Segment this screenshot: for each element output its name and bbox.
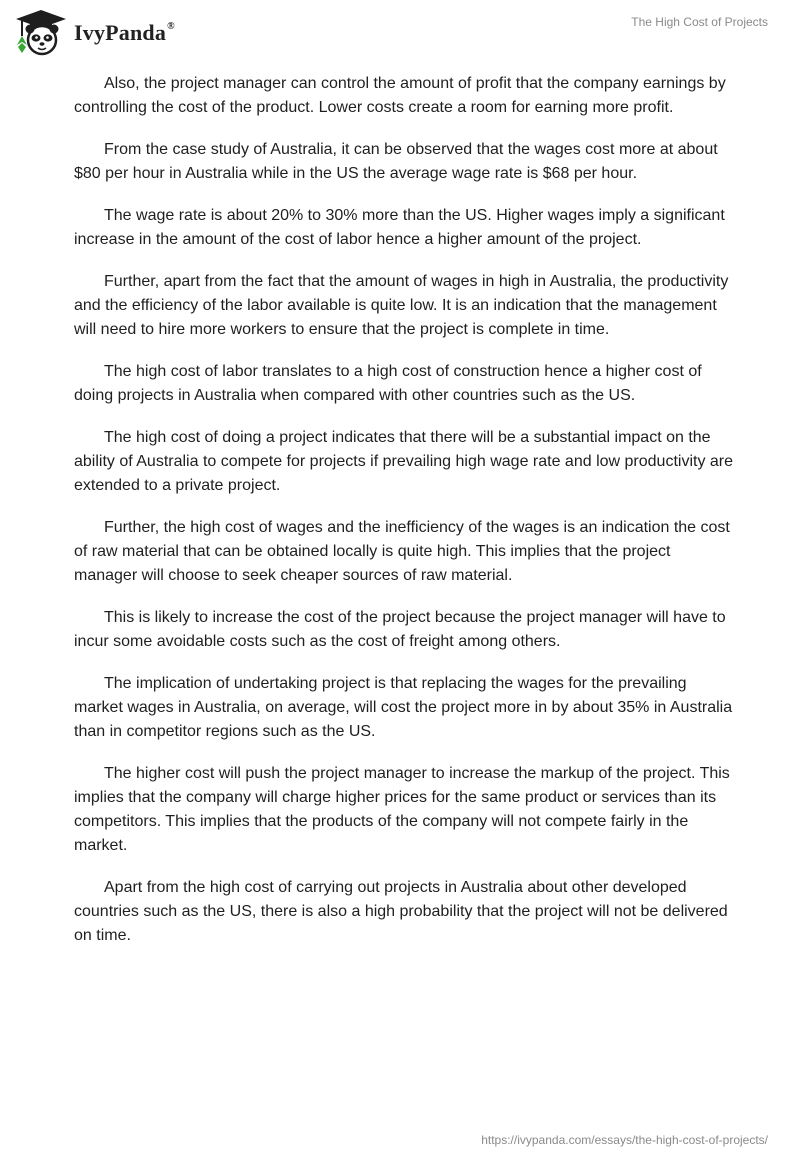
paragraph: The higher cost will push the project manager to increase the markup of the project. This implies that the company will charge higher prices for the same product or services than its competitors. This implies that the products of the company will not compete fairly in the market. <box>74 765 730 854</box>
paragraph: The implication of undertaking project is that replacing the wages for the prevailing market wages in Australia, on average, will cost the project more in by about 35% in Australia than in competitor regions such as the US. <box>74 675 733 740</box>
paragraph: This is likely to increase the cost of the project because the project manager will have to incur some avoidable costs such as the cost of freight among others. <box>74 609 726 650</box>
paragraph: Apart from the high cost of carrying out projects in Australia about other developed countries such as the US, there is also a high probability that the project will not be delivered on time. <box>74 879 728 944</box>
paragraph: The wage rate is about 20% to 30% more than the US. Higher wages imply a significant increase in the amount of the cost of labor hence a higher amount of the project. <box>74 207 725 248</box>
paragraph: The high cost of doing a project indicates that there will be a substantial impact on the ability of Australia to compete for projects if prevailing high wage rate and low productivity are extended to a private project. <box>74 429 734 494</box>
page-header <box>0 0 800 60</box>
paragraph: From the case study of Australia, it can be observed that the wages cost more at about $80 per hour in Australia while in the US the average wage rate is $68 per hour. <box>74 141 718 182</box>
document-title: The High Cost of Projects <box>631 15 768 29</box>
paragraph: Also, the project manager can control the amount of profit that the company earnings by controlling the cost of the product. Lower costs create a room for earning more profit. <box>74 75 726 116</box>
source-url[interactable]: https://ivypanda.com/essays/the-high-cost-of-projects/ <box>481 1133 768 1147</box>
paragraph: Further, the high cost of wages and the inefficiency of the wages is an indication the cost of raw material that can be obtained locally is quite high. This implies that the project manager will choose to seek cheaper sources of raw material. <box>74 519 730 584</box>
paragraph: The high cost of labor translates to a high cost of construction hence a higher cost of doing projects in Australia when compared with other countries such as the US. <box>74 363 702 404</box>
paragraph: Further, apart from the fact that the amount of wages in high in Australia, the productivity and the efficiency of the labor available is quite low. It is an indication that the management will need to hire more workers to ensure that the project is complete in time. <box>74 273 729 338</box>
registered-mark: ® <box>167 20 175 32</box>
brand-name <box>74 20 175 46</box>
brand-logo[interactable] <box>14 8 175 56</box>
essay-body <box>74 72 734 966</box>
brand-name-text: IvyPanda <box>74 20 167 45</box>
panda-graduate-logo-icon <box>14 8 68 56</box>
